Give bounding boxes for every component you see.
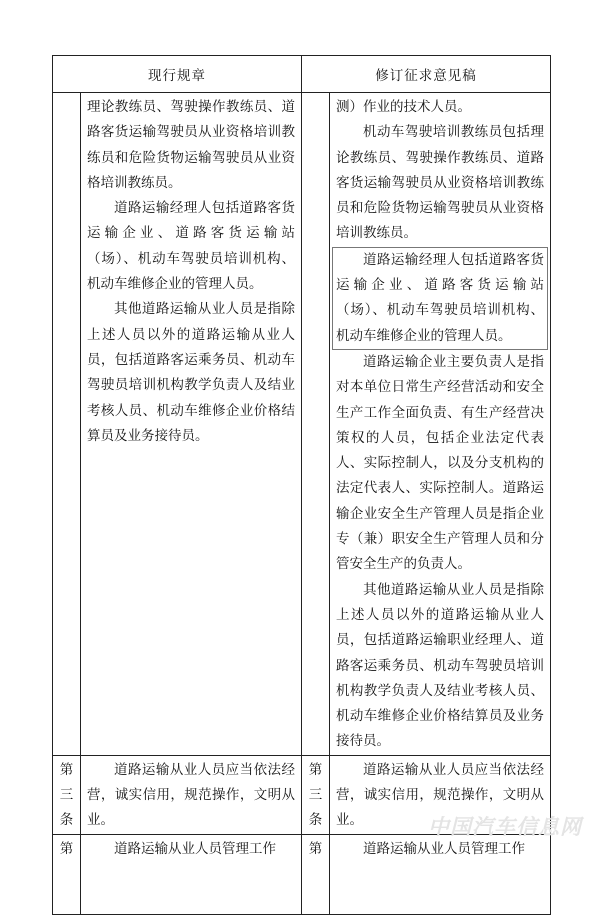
current-text-cell — [81, 755, 302, 834]
header-draft: 修订征求意见稿 — [302, 56, 551, 93]
draft-text-cell — [330, 93, 551, 756]
paragraph: 测）作业的技术人员。 — [336, 99, 471, 115]
highlighted-paragraph — [336, 247, 544, 350]
article-number-left: 第 三 条 — [53, 755, 81, 834]
table-row — [53, 93, 551, 756]
paragraph: 道路运输从业人员管理工作 — [114, 840, 276, 857]
paragraph: 其他道路运输从业人员是指除上述人员以外的道路运输从业人员，包括道路客运乘务员、机动车驾驶员培训机构教学负责人及结业考核人员、机动车维修企业价格结算员及业务接待员。 — [87, 301, 295, 444]
comparison-table — [52, 55, 551, 915]
article-cell-right — [302, 93, 330, 756]
article-number-right: 第 — [302, 834, 330, 914]
paragraph: 道路运输经理人包括道路客货运输企业、道路客货运输站（场）、机动车驾驶员培训机构、机动车维修企业的管理人员。 — [87, 200, 295, 293]
watermark: 中国汽车信息网 — [428, 815, 582, 839]
paragraph: 道路运输从业人员应当依法经营，诚实信用，规范操作，文明从业。 — [87, 761, 295, 829]
paragraph: 其他道路运输从业人员是指除上述人员以外的道路运输从业人员，包括道路运输职业经理人、道路客运乘务员、机动车驾驶员培训机构教学负责人及结业考核人员、机动车维修企业价格结算员及业务接待员。 — [336, 581, 544, 750]
paragraph: 道路运输从业人员管理工作 — [363, 840, 525, 857]
paragraph: 道路运输从业人员应当依法经营，诚实信用，规范操作，文明从业。 — [336, 761, 544, 829]
article-number-right: 第 三 条 — [302, 755, 330, 834]
paragraph: 道路运输企业主要负责人是指对本单位日常生产经营活动和安全生产工作全面负责、有生产经营决策权的人员，包括企业法定代表人、实际控制人，以及分支机构的法定代表人、实际控制人。道路运输企业安全生产管理人员是指企业专（兼）职安全生产管理人员和分管安全生产的负责人。 — [336, 353, 544, 573]
paragraph: 理论教练员、驾驶操作教练员、道路客货运输驾驶员从业资格培训教练员和危险货物运输驾驶员从业资格培训教练员。 — [87, 99, 295, 191]
paragraph: 机动车驾驶培训教练员包括理论教练员、驾驶操作教练员、道路客货运输驾驶员从业资格培训教练员和危险货物运输驾驶员从业资格培训教练员。 — [336, 124, 544, 242]
current-text-cell — [81, 93, 302, 756]
article-number-left: 第 — [53, 834, 81, 914]
draft-text-cell — [330, 834, 551, 914]
article-cell-left — [53, 93, 81, 756]
current-text-cell — [81, 834, 302, 914]
table-row — [53, 834, 551, 914]
highlight-box: 道路运输经理人包括道路客货运输企业、道路客货运输站（场）、机动车驾驶员培训机构、机动车维修企业的管理人员。 — [332, 247, 548, 350]
header-current: 现行规章 — [53, 56, 302, 93]
table-header-row — [53, 56, 551, 93]
